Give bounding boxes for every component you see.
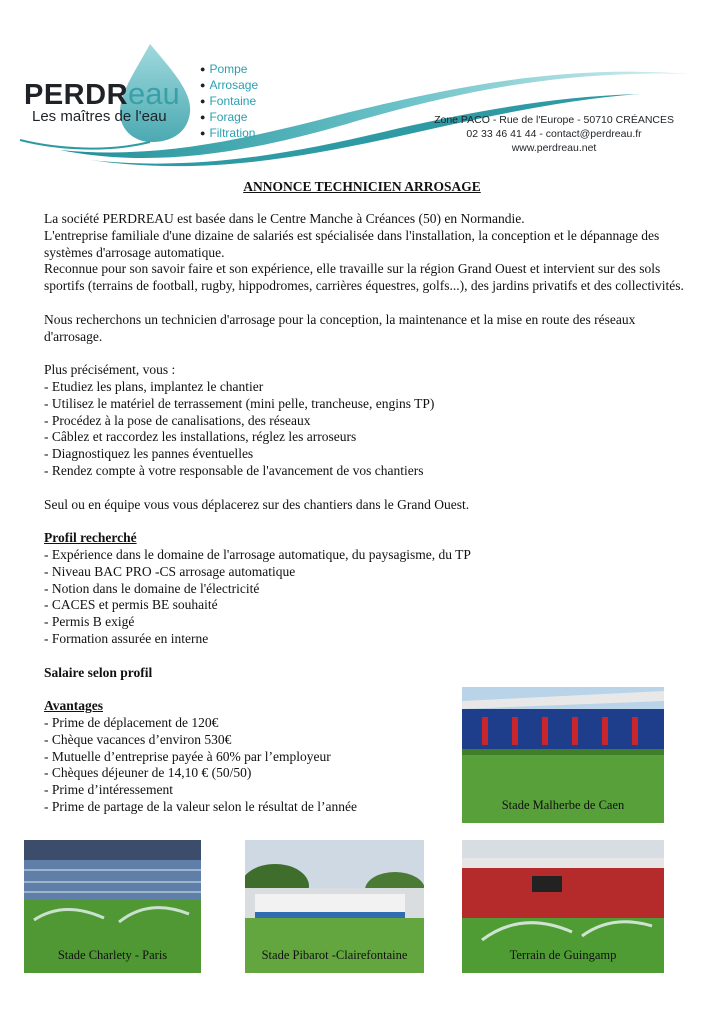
- bullet-icon: ●: [200, 80, 206, 90]
- logo-tagline: Les maîtres de l'eau: [32, 108, 167, 125]
- photo-stade-pibarot: [245, 840, 424, 973]
- benefit-item: - Prime de déplacement de 120€: [44, 714, 219, 730]
- intro-paragraph-2: L'entreprise familiale d'une dizaine de salariés est spécialisée dans l'installation, la conception et le dépannage des systèmes d'arrosage automatique.: [44, 227, 660, 260]
- service-item: ● Arrosage: [200, 78, 259, 92]
- profile-item: - Notion dans le domaine de l'électricité: [44, 580, 260, 596]
- benefit-item: - Prime d’intéressement: [44, 782, 173, 798]
- bullet-icon: ●: [200, 112, 206, 122]
- service-item: ● Fontaine: [200, 94, 257, 108]
- profile-heading: Profil recherché: [44, 530, 137, 546]
- task-item: - Procédez à la pose de canalisations, des réseaux: [44, 412, 311, 428]
- benefits-heading: Avantages: [44, 698, 103, 714]
- service-item: ● Pompe: [200, 62, 248, 76]
- photo-stade-malherbe: [462, 687, 664, 823]
- task-item: - Câblez et raccordez les installations, réglez les arroseurs: [44, 429, 357, 445]
- profile-item: - Niveau BAC PRO -CS arrosage automatique: [44, 563, 296, 579]
- travel-paragraph: Seul ou en équipe vous vous déplacerez sur des chantiers dans le Grand Ouest.: [44, 496, 470, 512]
- contact-address: Zone PACO - Rue de l'Europe - 50710 CRÉANCES: [434, 114, 674, 126]
- profile-item: - CACES et permis BE souhaité: [44, 597, 218, 613]
- task-item: - Diagnostiquez les pannes éventuelles: [44, 446, 254, 462]
- logo-perdr-text: PERDR: [24, 79, 129, 111]
- contact-block: [434, 113, 674, 155]
- benefit-item: - Chèque vacances d’environ 530€: [44, 731, 232, 747]
- bullet-icon: ●: [200, 128, 206, 138]
- services-list: [200, 62, 258, 142]
- photo-caption: Stade Pibarot -Clairefontaine: [261, 948, 408, 962]
- intro-paragraph-1: La société PERDREAU est basée dans le Centre Manche à Créances (50) en Normandie.: [44, 211, 525, 226]
- profile-item: - Formation assurée en interne: [44, 630, 209, 646]
- task-item: - Utilisez le matériel de terrassement (mini pelle, trancheuse, engins TP): [44, 395, 435, 411]
- photo-caption: Stade Charlety - Paris: [57, 948, 168, 962]
- task-item: - Rendez compte à votre responsable de l'avancement de vos chantiers: [44, 462, 424, 478]
- photo-caption: Terrain de Guingamp: [509, 948, 617, 962]
- benefit-item: - Mutuelle d’entreprise payée à 60% par l’employeur: [44, 748, 331, 764]
- search-paragraph: Nous recherchons un technicien d'arrosage pour la conception, la maintenance et la mise en route des réseaux d'arrosage.: [44, 311, 636, 344]
- profile-item: - Expérience dans le domaine de l'arrosage automatique, du paysagisme, du TP: [44, 546, 471, 562]
- company-logo: [24, 76, 180, 112]
- photo-terrain-guingamp: [462, 840, 664, 973]
- task-item: - Etudiez les plans, implantez le chantier: [44, 378, 264, 394]
- service-item: ● Forage: [200, 110, 248, 124]
- photo-stade-charlety: [24, 840, 201, 973]
- letterhead: [0, 0, 724, 175]
- benefit-item: - Prime de partage de la valeur selon le résultat de l’année: [44, 798, 357, 814]
- benefit-item: - Chèques déjeuner de 14,10 € (50/50): [44, 765, 252, 781]
- salary-heading: Salaire selon profil: [44, 664, 153, 680]
- logo-eau-text: eau: [128, 76, 180, 111]
- service-item: ● Filtration: [200, 126, 256, 140]
- intro-paragraph-3: Reconnue pour son savoir faire et son expérience, elle travaille sur la région Grand Ouest et intervient sur des sols sportifs (terrains de football, rugby, hippodromes, carrières équestres, golfs...), des jardins privatifs et des collectivités.: [44, 261, 684, 294]
- contact-website: www.perdreau.net: [511, 142, 597, 154]
- tasks-intro: Plus précisément, vous :: [44, 362, 176, 378]
- photo-caption: Stade Malherbe de Caen: [501, 798, 625, 812]
- contact-phone-email: 02 33 46 41 44 - contact@perdreau.fr: [466, 128, 642, 140]
- profile-item: - Permis B exigé: [44, 614, 135, 630]
- bullet-icon: ●: [200, 96, 206, 106]
- page-title: ANNONCE TECHNICIEN ARROSAGE: [243, 179, 481, 194]
- bullet-icon: ●: [200, 64, 206, 74]
